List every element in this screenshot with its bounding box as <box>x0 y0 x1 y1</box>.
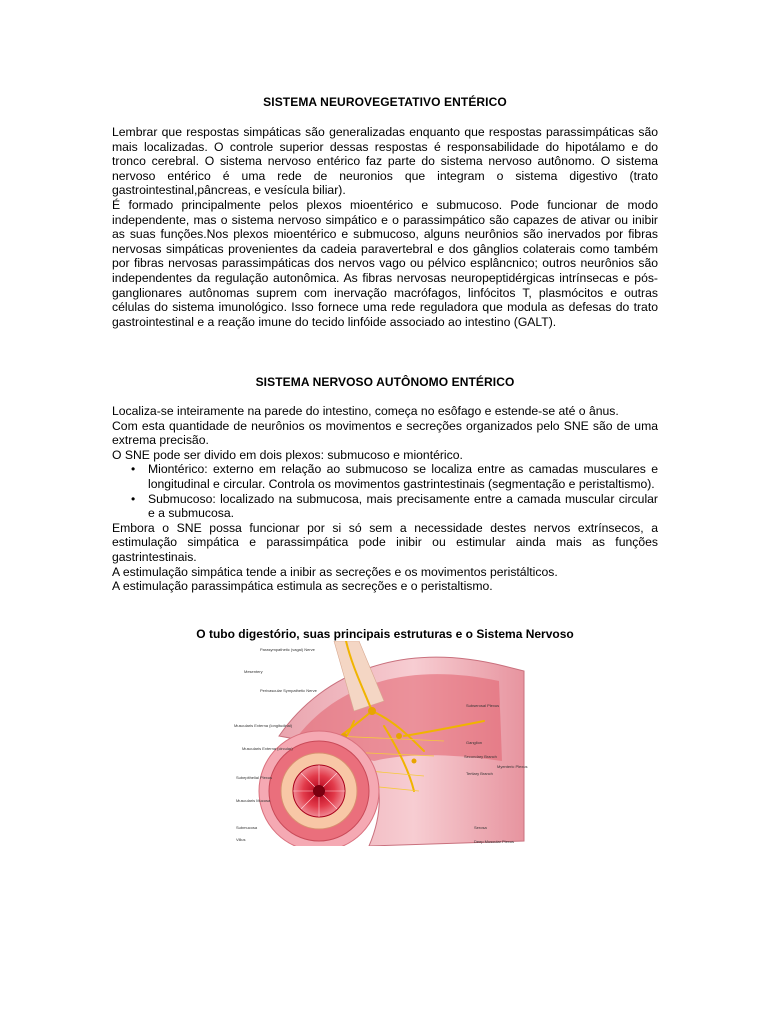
bullet-text: Miontérico: externo em relação ao submucoso se localiza entre as camadas musculares e longitudinal e circular. Controla os movimentos gastrintestinais (segmentação e peristaltismo). <box>148 462 658 491</box>
figure-label: Serosa <box>474 825 487 830</box>
bullet-text: Submucoso: localizado na submucosa, mais precisamente entre a camada muscular circular e a submucosa. <box>148 491 658 521</box>
figure-label: Muscularis Externa (circular) <box>242 746 293 751</box>
digestive-tube-drawing <box>234 641 534 846</box>
section1-paragraph-2: É formado principalmente pelos plexos mioentérico e submucoso. Pode funcionar de modo independente, mas o sistema nervoso simpático e o parassimpático são capazes de ativar ou inibir as suas funções.Nos plexos mioentérico e submucoso, alguns neurônios são inervados por fibras nervosas simpáticas provenientes da cadeia paravertebral e dos gânglios colaterais como também por fibras nervosas parassimpáticas dos nervos vago ou pélvico esplâncnico; outros neurônios são independentes da regulação autonômica. As fibras nervosas neuropeptidérgicas intrínsecas e pós-ganglionares autônomas suprem com inervação macrófagos, linfócitos T, plasmócitos e outras células do sistema imunológico. Isso fornece uma rede reguladora que modula as defesas do trato gastrointestinal e a reação imune do tecido linfóide associado ao intestino (GALT). <box>112 197 658 329</box>
section2-line-4: Embora o SNE possa funcionar por si só sem a necessidade destes nervos extrínsecos, a estimulação simpática e parassimpática pode inibir ou estimular ainda mais as funções gastrintestinais. <box>112 520 658 564</box>
figure-label: Subepithelial Plexus <box>236 775 273 780</box>
figure-label: Tertiary Branch <box>466 771 493 776</box>
section1-title-wrap <box>112 95 658 109</box>
section2-title-wrap <box>112 375 658 389</box>
list-item <box>112 462 658 491</box>
figure-label: Perivascular Sympathetic Nerve <box>260 688 317 693</box>
bullet-icon: • <box>131 491 136 506</box>
figure-label: Myenteric Plexus <box>497 764 528 769</box>
section1-paragraph-1: Lembrar que respostas simpáticas são generalizadas enquanto que respostas parassimpáticas são mais localizadas. O controle superior dessas respostas é responsabilidade do hipotálamo e do tronco cerebral. O sistema nervoso entérico faz parte do sistema nervoso autônomo. O sistema nervoso entérico é uma rede de neuronios que integram o sistema digestivo (trato gastrointestinal,pâncreas, e vesícula biliar). <box>112 125 658 198</box>
figure-label: Muscularis Mucosa <box>236 798 271 803</box>
section2-line-2: Com esta quantidade de neurônios os movimentos e secreções organizados pelo SNE são de uma extrema precisão. <box>112 418 658 448</box>
figure-caption-wrap <box>112 627 658 641</box>
section2-line-5: A estimulação simpática tende a inibir as secreções e os movimentos peristálticos. <box>112 564 558 579</box>
section2-line-6: A estimulação parassimpática estimula as secreções e o peristaltismo. <box>112 579 493 594</box>
section1-body <box>112 125 658 329</box>
figure-label: Muscularis Externa (longitudinal) <box>234 723 293 728</box>
figure-label: Secondary Branch <box>464 754 497 759</box>
section1-title: SISTEMA NEUROVEGETATIVO ENTÉRICO <box>263 95 507 109</box>
section2-body <box>112 404 658 594</box>
list-item <box>112 492 658 521</box>
figure-caption: O tubo digestório, suas principais estruturas e o Sistema Nervoso <box>196 627 574 641</box>
section2-line-1: Localiza-se inteiramente na parede do intestino, começa no esôfago e estende-se até o ânus. <box>112 404 619 418</box>
figure-label: Submucosa <box>236 825 258 830</box>
section2-line-3: O SNE pode ser divido em dois plexos: submucoso e miontérico. <box>112 447 463 462</box>
figure-label: Villus <box>236 837 246 842</box>
section2-title: SISTEMA NERVOSO AUTÔNOMO ENTÉRICO <box>255 375 515 389</box>
digestive-tube-illustration <box>234 641 534 846</box>
figure-label: Mesentery <box>244 669 263 674</box>
figure-label: Deep Muscular Plexus <box>474 839 515 844</box>
figure-label: Subserosal Plexus <box>466 703 500 708</box>
figure-label: Parasympathetic (vagal) Nerve <box>260 647 315 652</box>
bullet-icon: • <box>131 462 136 477</box>
plexus-list <box>112 462 658 520</box>
figure-label: Ganglion <box>466 740 483 745</box>
